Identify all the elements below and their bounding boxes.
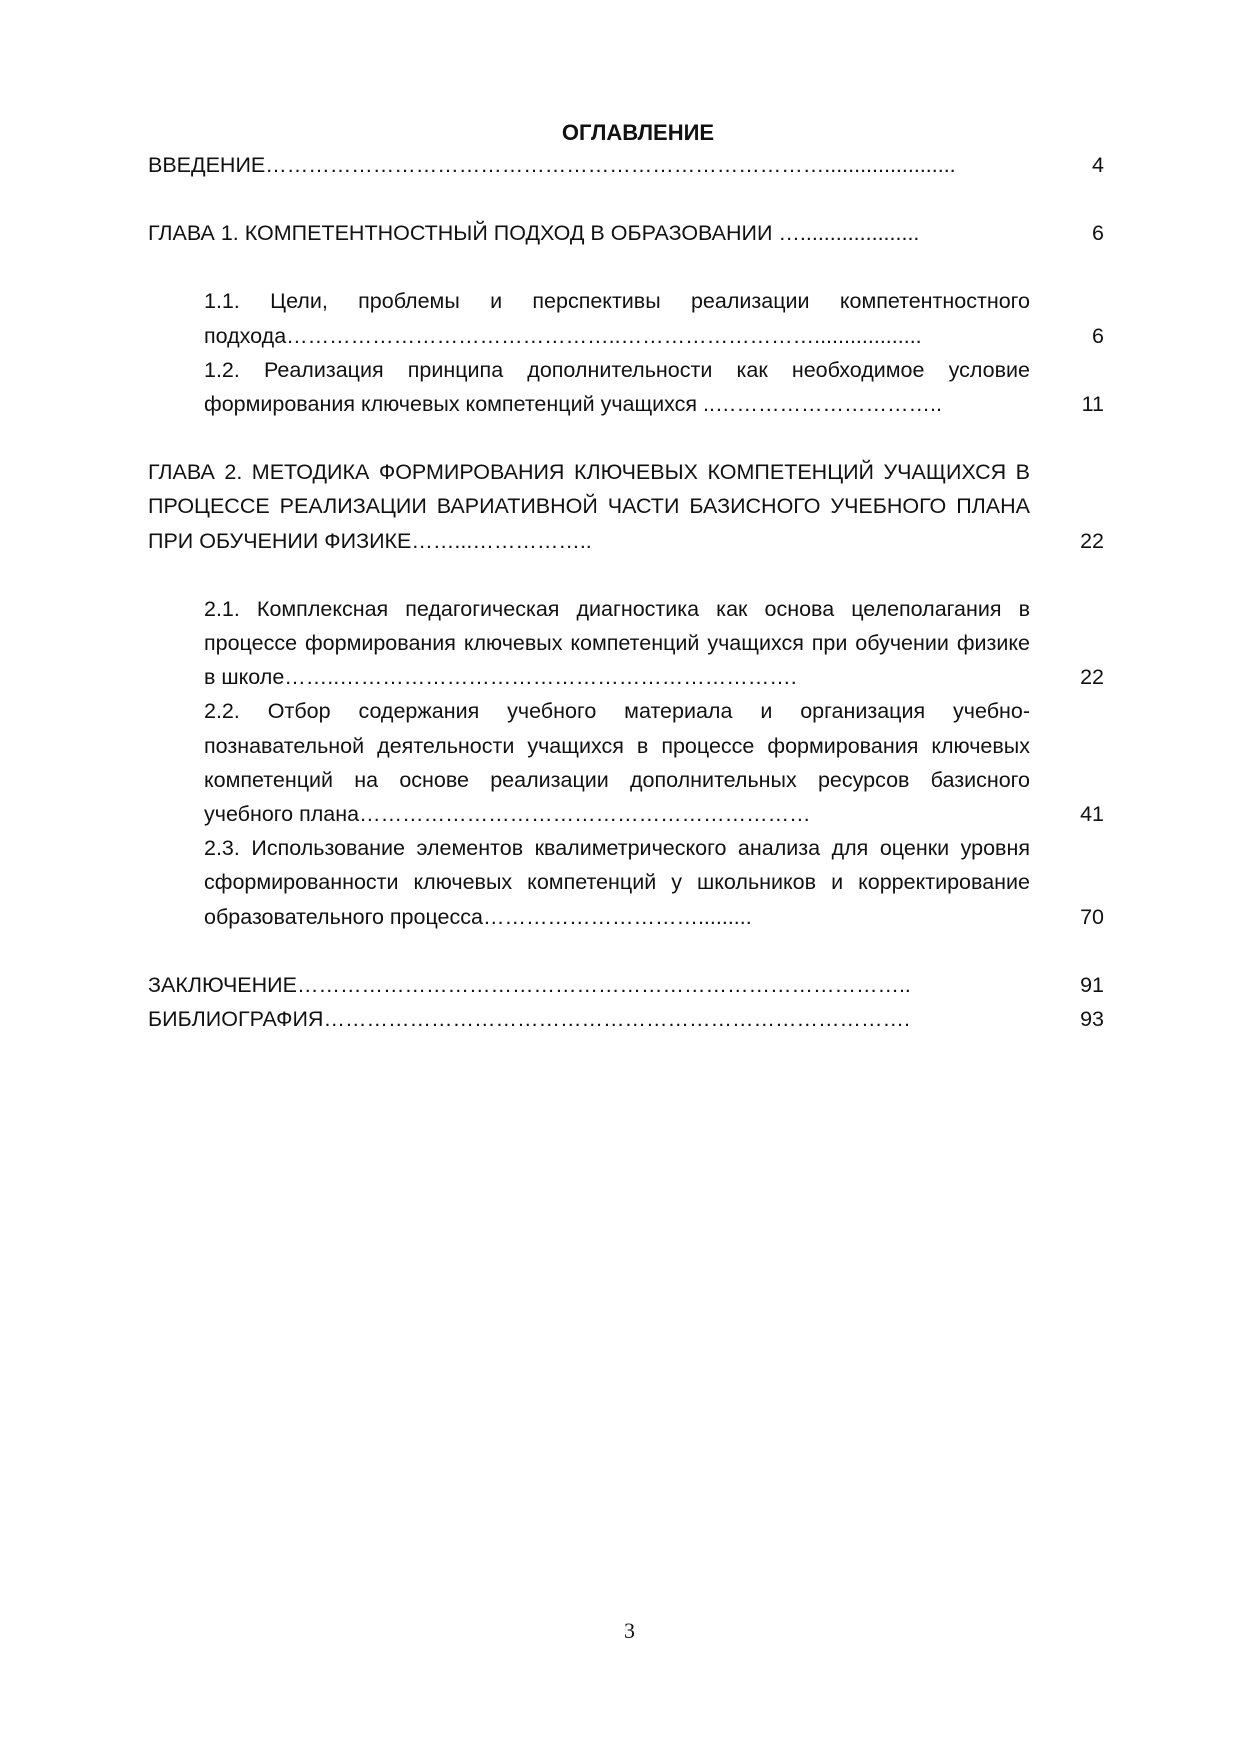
table-of-contents (148, 118, 1106, 1036)
toc-entry-chapter-2 (148, 455, 1106, 558)
toc-entry-section-1-2 (148, 353, 1106, 421)
toc-entry-text: 1.2. Реализация принципа дополнительности как необходимое условие формирования ключевых компетенций учащихся ..………………………….. (204, 357, 1030, 417)
toc-entry-text: 2.1. Комплексная педагогическая диагностика как основа целеполагания в процессе формирования ключевых компетенций учащихся при обучении физике в школе……..………………………………………………………. (204, 596, 1030, 690)
toc-entry-introduction (148, 148, 1106, 182)
toc-entry-page: 22 (1080, 528, 1104, 553)
toc-entry-text: 2.3. Использование элементов квалиметрического анализа для оценки уровня сформированности ключевых компетенций у школьников и корректирование образовательного процесса…………………………......... (204, 836, 1030, 929)
toc-entry-section-2-2 (148, 694, 1106, 831)
toc-entry-page: 41 (1080, 802, 1104, 827)
toc-entry-section-1-1 (148, 284, 1106, 352)
toc-entry-conclusion (148, 968, 1106, 1002)
toc-entry-text: БИБЛИОГРАФИЯ………………………………………………………………………. (148, 1007, 910, 1032)
toc-entry-page: 91 (1080, 972, 1104, 997)
toc-entry-text: ЗАКЛЮЧЕНИЕ………………………………………………………………………….. (148, 972, 911, 997)
toc-entry-page: 6 (1092, 323, 1104, 348)
page-number: 3 (624, 1618, 635, 1643)
toc-entry-chapter-1 (148, 216, 1106, 250)
toc-entry-text: 1.1. Цели, проблемы и перспективы реализации компетентностного подхода………………………………………..……………………….................. (204, 289, 1030, 348)
toc-entry-page: 22 (1080, 665, 1104, 690)
toc-entry-page: 93 (1080, 1007, 1104, 1032)
toc-entry-text: 2.2. Отбор содержания учебного материала и организация учебно-познавательной деятельности учащихся в процессе формирования ключевых компетенций на основе реализации дополнительных ресурсов базисного учебного плана……………………………………………………… (204, 699, 1030, 827)
toc-entry-section-2-3 (148, 831, 1106, 934)
toc-entry-page: 70 (1080, 904, 1104, 929)
toc-entry-page: 6 (1092, 221, 1104, 246)
toc-entry-text: ВВЕДЕНИЕ……………………………………………………………………...................... (148, 153, 956, 177)
toc-title: ОГЛАВЛЕНИЕ (561, 120, 715, 145)
toc-entry-text: ГЛАВА 1. КОМПЕТЕНТНОСТНЫЙ ПОДХОД В ОБРАЗОВАНИИ ….................... (148, 221, 920, 246)
toc-entry-page: 4 (1092, 153, 1104, 177)
toc-entry-text: ГЛАВА 2. МЕТОДИКА ФОРМИРОВАНИЯ КЛЮЧЕВЫХ КОМПЕТЕНЦИЙ УЧАЩИХСЯ В ПРОЦЕССЕ РЕАЛИЗАЦИИ ВАРИАТИВНОЙ ЧАСТИ БАЗИСНОГО УЧЕБНОГО ПЛАНА ПРИ ОБУЧЕНИИ ФИЗИКЕ……...…………….. (148, 460, 1030, 553)
toc-entry-section-2-1 (148, 592, 1106, 695)
toc-entry-page: 11 (1081, 392, 1104, 417)
toc-entry-bibliography (148, 1002, 1106, 1036)
